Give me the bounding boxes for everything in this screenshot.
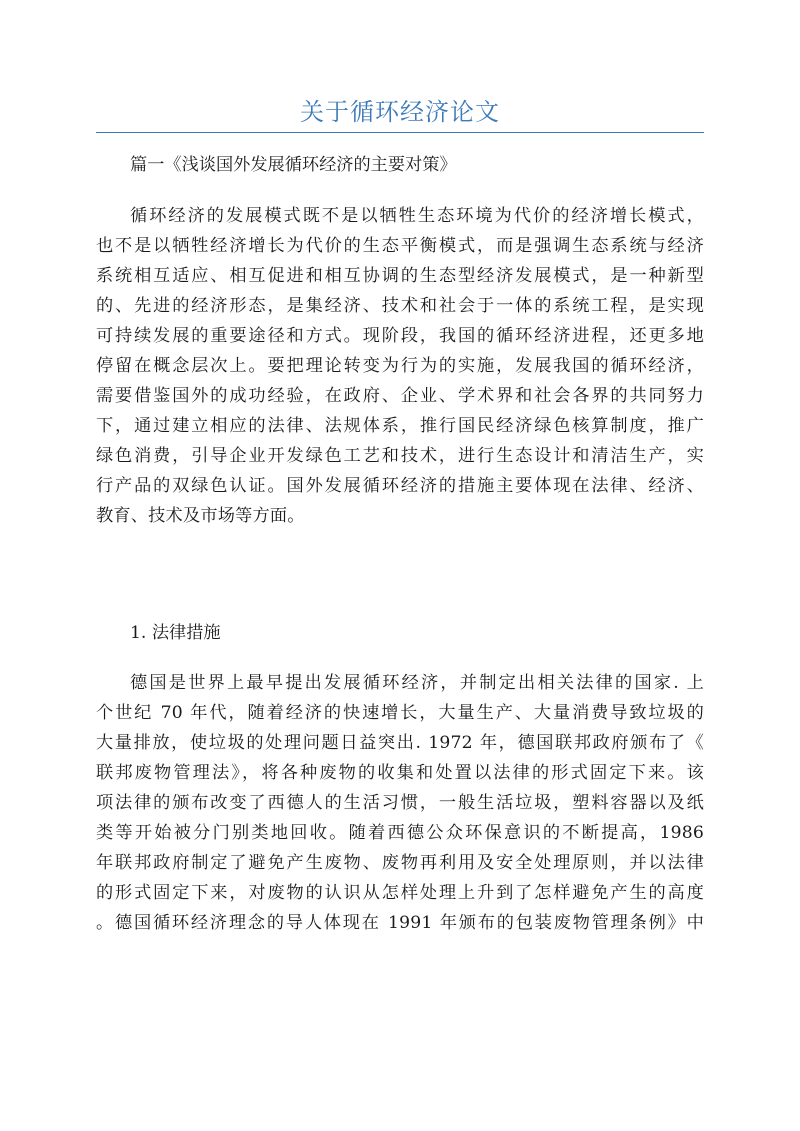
paragraph-line: 项法律的颁布改变了西德人的生活习惯，一般生活垃圾，塑料容器以及纸 (96, 793, 704, 813)
paragraph-line: 也不是以牺牲经济增长为代价的生态平衡模式，而是强调生态系统与经济 (96, 236, 704, 256)
paragraph-line: 需要借鉴国外的成功经验，在政府、企业、学术界和社会各界的共同努力 (96, 386, 704, 406)
paragraph-line: 教育、技术及市场等方面。 (96, 506, 305, 526)
article-heading: 篇一《浅谈国外发展循环经济的主要对策》 (130, 155, 457, 175)
paragraph-line: 大量排放，使垃圾的处理问题日益突出. 1972 年，德国联邦政府颁布了《 (96, 733, 704, 753)
paragraph-line: 类等开始被分门别类地回收。随着西德公众环保意识的不断提高，1986 (96, 823, 704, 843)
paragraph-line: 的形式固定下来，对废物的认识从怎样处理上升到了怎样避免产生的高度 (96, 883, 704, 903)
paragraph-line: 联邦废物管理法》，将各种废物的收集和处置以法律的形式固定下来。该 (96, 763, 704, 783)
paragraph-line: 行产品的双绿色认证。国外发展循环经济的措施主要体现在法律、经济、 (96, 476, 704, 496)
paragraph-line: 下，通过建立相应的法律、法规体系，推行国民经济绿色核算制度，推广 (96, 416, 704, 436)
paragraph-line: 绿色消费，引导企业开发绿色工艺和技术，进行生态设计和清洁生产，实 (96, 446, 704, 466)
paragraph-line: 个世纪 70 年代，随着经济的快速增长，大量生产、大量消费导致垃圾的 (96, 703, 704, 723)
document-title: 关于循环经济论文 (300, 98, 500, 126)
section-heading-legal-measures: 1. 法律措施 (130, 623, 221, 643)
paragraph-line: 循环经济的发展模式既不是以牺牲生态环境为代价的经济增长模式， (130, 206, 704, 226)
paragraph-line: 。德国循环经济理念的导人体现在 1991 年颁布的包装废物管理条例》中 (96, 913, 704, 933)
paragraph-line: 德国是世界上最早提出发展循环经济，并制定出相关法律的国家. 上 (130, 673, 704, 693)
paragraph-line: 的、先进的经济形态，是集经济、技术和社会于一体的系统工程，是实现 (96, 296, 704, 316)
paragraph-line: 年联邦政府制定了避免产生废物、废物再利用及安全处理原则，并以法律 (96, 853, 704, 873)
paragraph-1 (96, 201, 704, 531)
paragraph-2 (96, 668, 704, 938)
paragraph-line: 系统相互适应、相互促进和相互协调的生态型经济发展模式，是一种新型 (96, 266, 704, 286)
title-underline (96, 132, 704, 133)
paragraph-line: 可持续发展的重要途径和方式。现阶段，我国的循环经济进程，还更多地 (96, 326, 704, 346)
paragraph-line: 停留在概念层次上。要把理论转变为行为的实施，发展我国的循环经济， (96, 356, 704, 376)
